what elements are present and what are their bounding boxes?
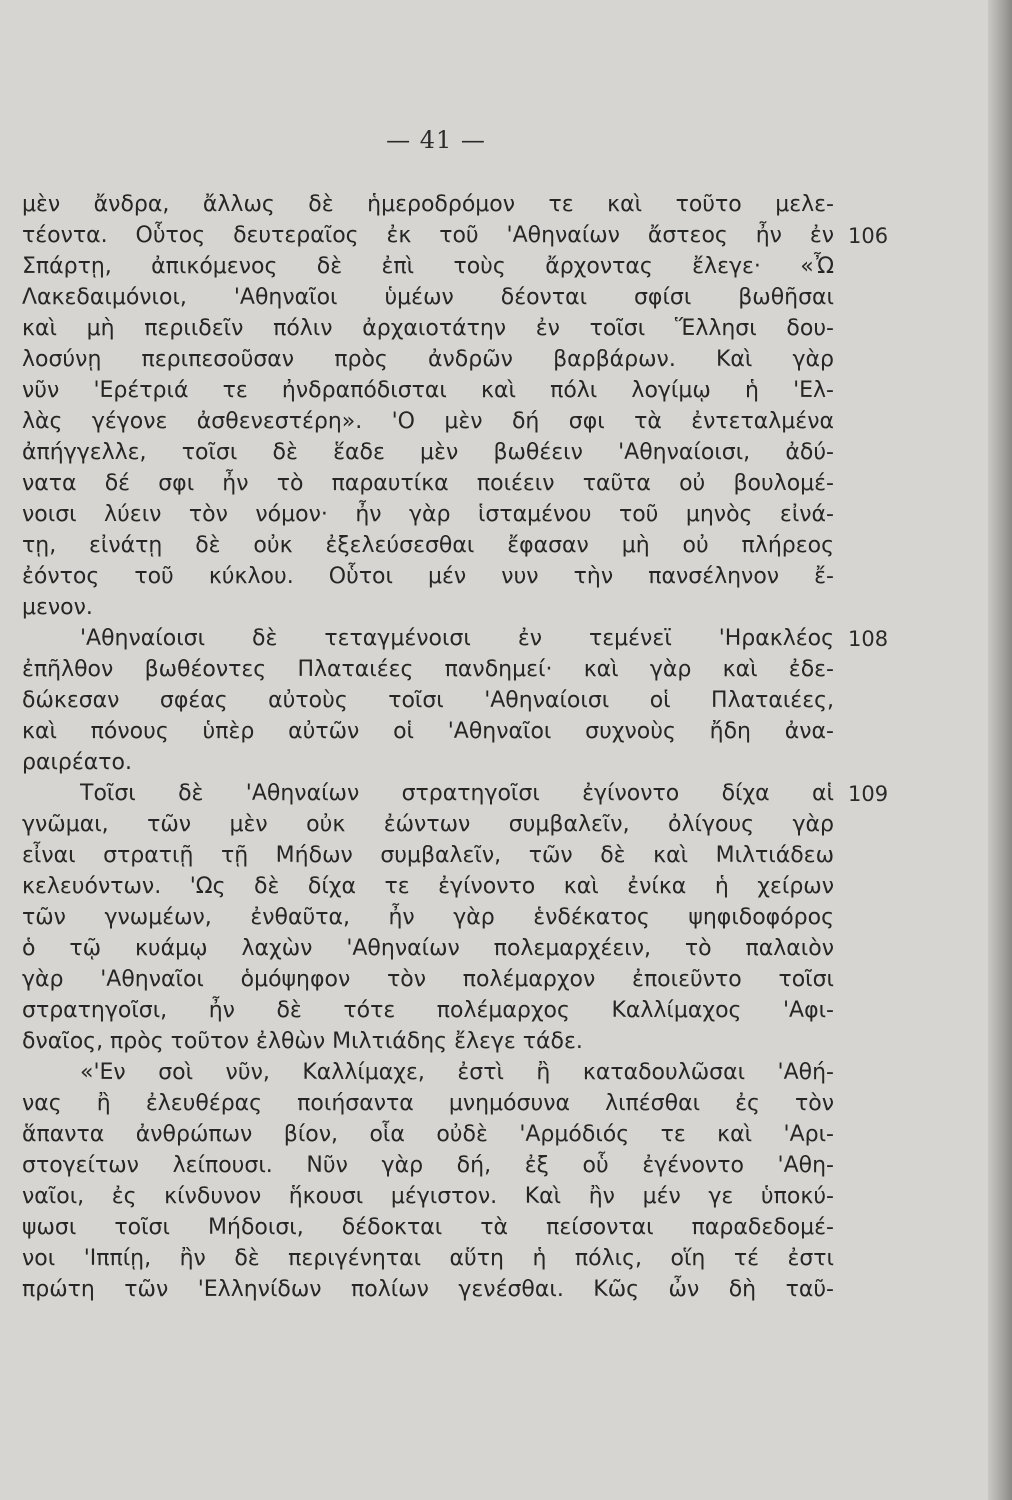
- text-line: ψωσι τοῖσι Μήδοισι, δέδοκται τὰ πείσονται παραδεδομέ-: [22, 1215, 834, 1240]
- text-line: νοι 'Ιππίῃ, ἢν δὲ περιγένηται αὕτη ἡ πόλις, οἵη τέ ἐστι: [22, 1246, 834, 1271]
- text-line: ἀπήγγελλε, τοῖσι δὲ ἕαδε μὲν βωθέειν 'Αθηναίοισι, ἀδύ-: [22, 440, 834, 465]
- text-line: δναῖος, πρὸς τοῦτον ἐλθὼν Μιλτιάδης ἔλεγε τάδε.: [22, 1029, 583, 1054]
- margin-section-number: 109: [848, 782, 889, 806]
- text-line: Τοῖσι δὲ 'Αθηναίων στρατηγοῖσι ἐγίνοντο δίχα αἱ: [80, 781, 834, 806]
- text-line: Σπάρτῃ, ἀπικόμενος δὲ ἐπὶ τοὺς ἄρχοντας ἔλεγε· «Ὦ: [22, 254, 834, 279]
- text-line: στογείτων λείπουσι. Νῦν γὰρ δή, ἐξ οὗ ἐγένοντο 'Αθη-: [22, 1153, 834, 1178]
- text-line: γὰρ 'Αθηναῖοι ὁμόψηφον τὸν πολέμαρχον ἐποιεῦντο τοῖσι: [22, 967, 834, 992]
- text-line: νοισι λύειν τὸν νόμον· ἦν γὰρ ἱσταμένου τοῦ μηνὸς εἰνά-: [22, 502, 834, 527]
- text-line: Λακεδαιμόνιοι, 'Αθηναῖοι ὑμέων δέονται σφίσι βωθῆσαι: [22, 285, 834, 310]
- text-line: ὁ τῷ κυάμῳ λαχὼν 'Αθηναίων πολεμαρχέειν, τὸ παλαιὸν: [22, 936, 834, 961]
- text-line: λὰς γέγονε ἀσθενεστέρη». 'Ο μὲν δή σφι τὰ ἐντεταλμένα: [22, 409, 834, 434]
- text-line: τέοντα. Οὗτος δευτεραῖος ἐκ τοῦ 'Αθηναίων ἄστεος ἦν ἐν: [22, 223, 834, 248]
- text-line: «'Εν σοὶ νῦν, Καλλίμαχε, ἐστὶ ἢ καταδουλῶσαι 'Αθή-: [80, 1060, 834, 1085]
- text-line: στρατηγοῖσι, ἦν δὲ τότε πολέμαρχος Καλλίμαχος 'Αφι-: [22, 998, 834, 1023]
- text-line: ἐπῆλθον βωθέοντες Πλαταιέες πανδημεί· καὶ γὰρ καὶ ἐδε-: [22, 657, 834, 682]
- page-number: — 41 —: [386, 126, 486, 154]
- text-line: ραιρέατο.: [22, 750, 132, 775]
- margin-section-number: 108: [848, 627, 889, 651]
- text-line: πρώτη τῶν 'Ελληνίδων πολίων γενέσθαι. Κῶς ὦν δὴ ταῦ-: [22, 1277, 834, 1302]
- text-line: καὶ μὴ περιιδεῖν πόλιν ἀρχαιοτάτην ἐν τοῖσι Ἕλλησι δου-: [22, 316, 834, 341]
- text-line: μενον.: [22, 595, 93, 620]
- text-line: 'Αθηναίοισι δὲ τεταγμένοισι ἐν τεμένεϊ 'Ηρακλέος: [80, 626, 834, 651]
- text-line: λοσύνῃ περιπεσοῦσαν πρὸς ἀνδρῶν βαρβάρων. Καὶ γὰρ: [22, 347, 834, 372]
- text-line: δώκεσαν σφέας αὐτοὺς τοῖσι 'Αθηναίοισι οἱ Πλαταιέες,: [22, 688, 834, 713]
- text-line: εἶναι στρατιῇ τῇ Μήδων συμβαλεῖν, τῶν δὲ καὶ Μιλτιάδεω: [22, 843, 834, 868]
- text-line: ναῖοι, ἐς κίνδυνον ἥκουσι μέγιστον. Καὶ ἢν μέν γε ὑποκύ-: [22, 1184, 834, 1209]
- text-line: μὲν ἄνδρα, ἄλλως δὲ ἡμεροδρόμον τε καὶ τοῦτο μελε-: [22, 192, 834, 217]
- text-line: ἐόντος τοῦ κύκλου. Οὗτοι μέν νυν τὴν πανσέληνον ἔ-: [22, 564, 834, 589]
- text-line: ἅπαντα ἀνθρώπων βίον, οἷα οὐδὲ 'Αρμόδιός τε καὶ 'Αρι-: [22, 1122, 834, 1147]
- text-line: νας ἢ ἐλευθέρας ποιήσαντα μνημόσυνα λιπέσθαι ἐς τὸν: [22, 1091, 834, 1116]
- text-line: καὶ πόνους ὑπὲρ αὐτῶν οἱ 'Αθηναῖοι συχνοὺς ἤδη ἀνα-: [22, 719, 834, 744]
- text-line: νῦν 'Ερέτριά τε ἠνδραπόδισται καὶ πόλι λογίμῳ ἡ 'Ελ-: [22, 378, 834, 403]
- text-line: τῶν γνωμέων, ἐνθαῦτα, ἦν γὰρ ἑνδέκατος ψηφιδοφόρος: [22, 905, 834, 930]
- text-line: γνῶμαι, τῶν μὲν οὐκ ἐώντων συμβαλεῖν, ὀλίγους γὰρ: [22, 812, 834, 837]
- text-line: νατα δέ σφι ἦν τὸ παραυτίκα ποιέειν ταῦτα οὐ βουλομέ-: [22, 471, 834, 496]
- text-line: τῃ, εἰνάτῃ δὲ οὐκ ἐξελεύσεσθαι ἔφασαν μὴ οὐ πλήρεος: [22, 533, 834, 558]
- page-edge-shadow: [988, 0, 1012, 1500]
- text-line: κελευόντων. 'Ως δὲ δίχα τε ἐγίνοντο καὶ ἐνίκα ἡ χείρων: [22, 874, 834, 899]
- margin-section-number: 106: [848, 224, 889, 248]
